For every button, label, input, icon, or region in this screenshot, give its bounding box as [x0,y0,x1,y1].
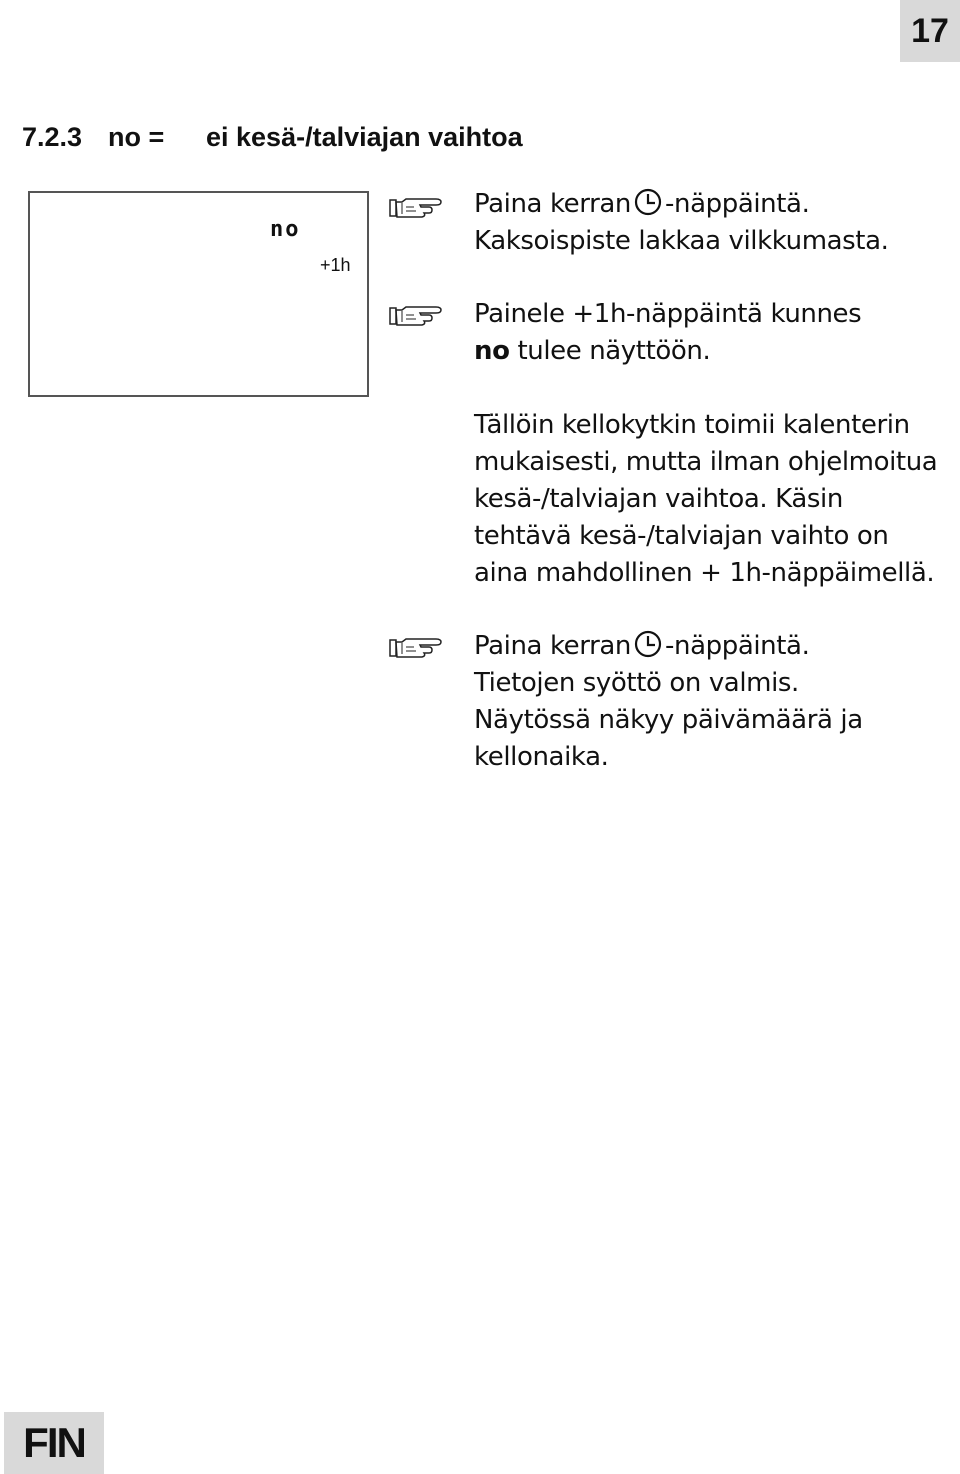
step-1-line-1-end: -näppäintä. [665,189,810,219]
lcd-mode-text: no [270,217,301,242]
section-code: no = [108,122,165,152]
clock-icon [633,629,663,659]
lcd-display [28,191,369,397]
info-paragraph [474,407,937,592]
section-heading [22,122,523,153]
pointing-hand-icon [388,194,444,220]
step-1-line-2: Kaksoispiste lakkaa vilkkumasta. [474,226,889,256]
clock-icon [633,187,663,217]
section-number: 7.2.3 [22,122,83,152]
step-3-line-3: Näytössä näkyy päivämäärä ja [474,705,863,735]
step-2-bold-no: no [474,336,510,366]
step-2-line-2: tulee näyttöön. [509,336,711,366]
page-number: 17 [900,0,960,62]
step-1-line-1-start: Paina kerran [474,189,632,219]
step-3-line-2: Tietojen syöttö on valmis. [474,668,799,698]
lcd-plus-1h-label: +1h [320,255,351,275]
pointing-hand-icon [388,302,444,328]
step-1-text [474,186,889,260]
section-title: ei kesä-/talviajan vaihtoa [206,122,523,152]
step-3-text [474,628,863,776]
info-line: mukaisesti, mutta ilman ohjelmoitua [474,447,938,477]
step-3-line-4: kellonaika. [474,742,609,772]
step-2-text [474,296,861,370]
pointing-hand-icon [388,634,444,660]
language-tab: FIN [4,1412,104,1474]
step-3-line-1-end: -näppäintä. [665,631,810,661]
info-line: aina mahdollinen + 1h-näppäimellä. [474,558,935,588]
info-line: kesä-/talviajan vaihtoa. Käsin [474,484,843,514]
info-line: Tällöin kellokytkin toimii kalenterin [474,410,910,440]
step-3-line-1-start: Paina kerran [474,631,632,661]
step-2-line-1: Painele +1h-näppäintä kunnes [474,299,862,329]
info-line: tehtävä kesä-/talviajan vaihto on [474,521,889,551]
